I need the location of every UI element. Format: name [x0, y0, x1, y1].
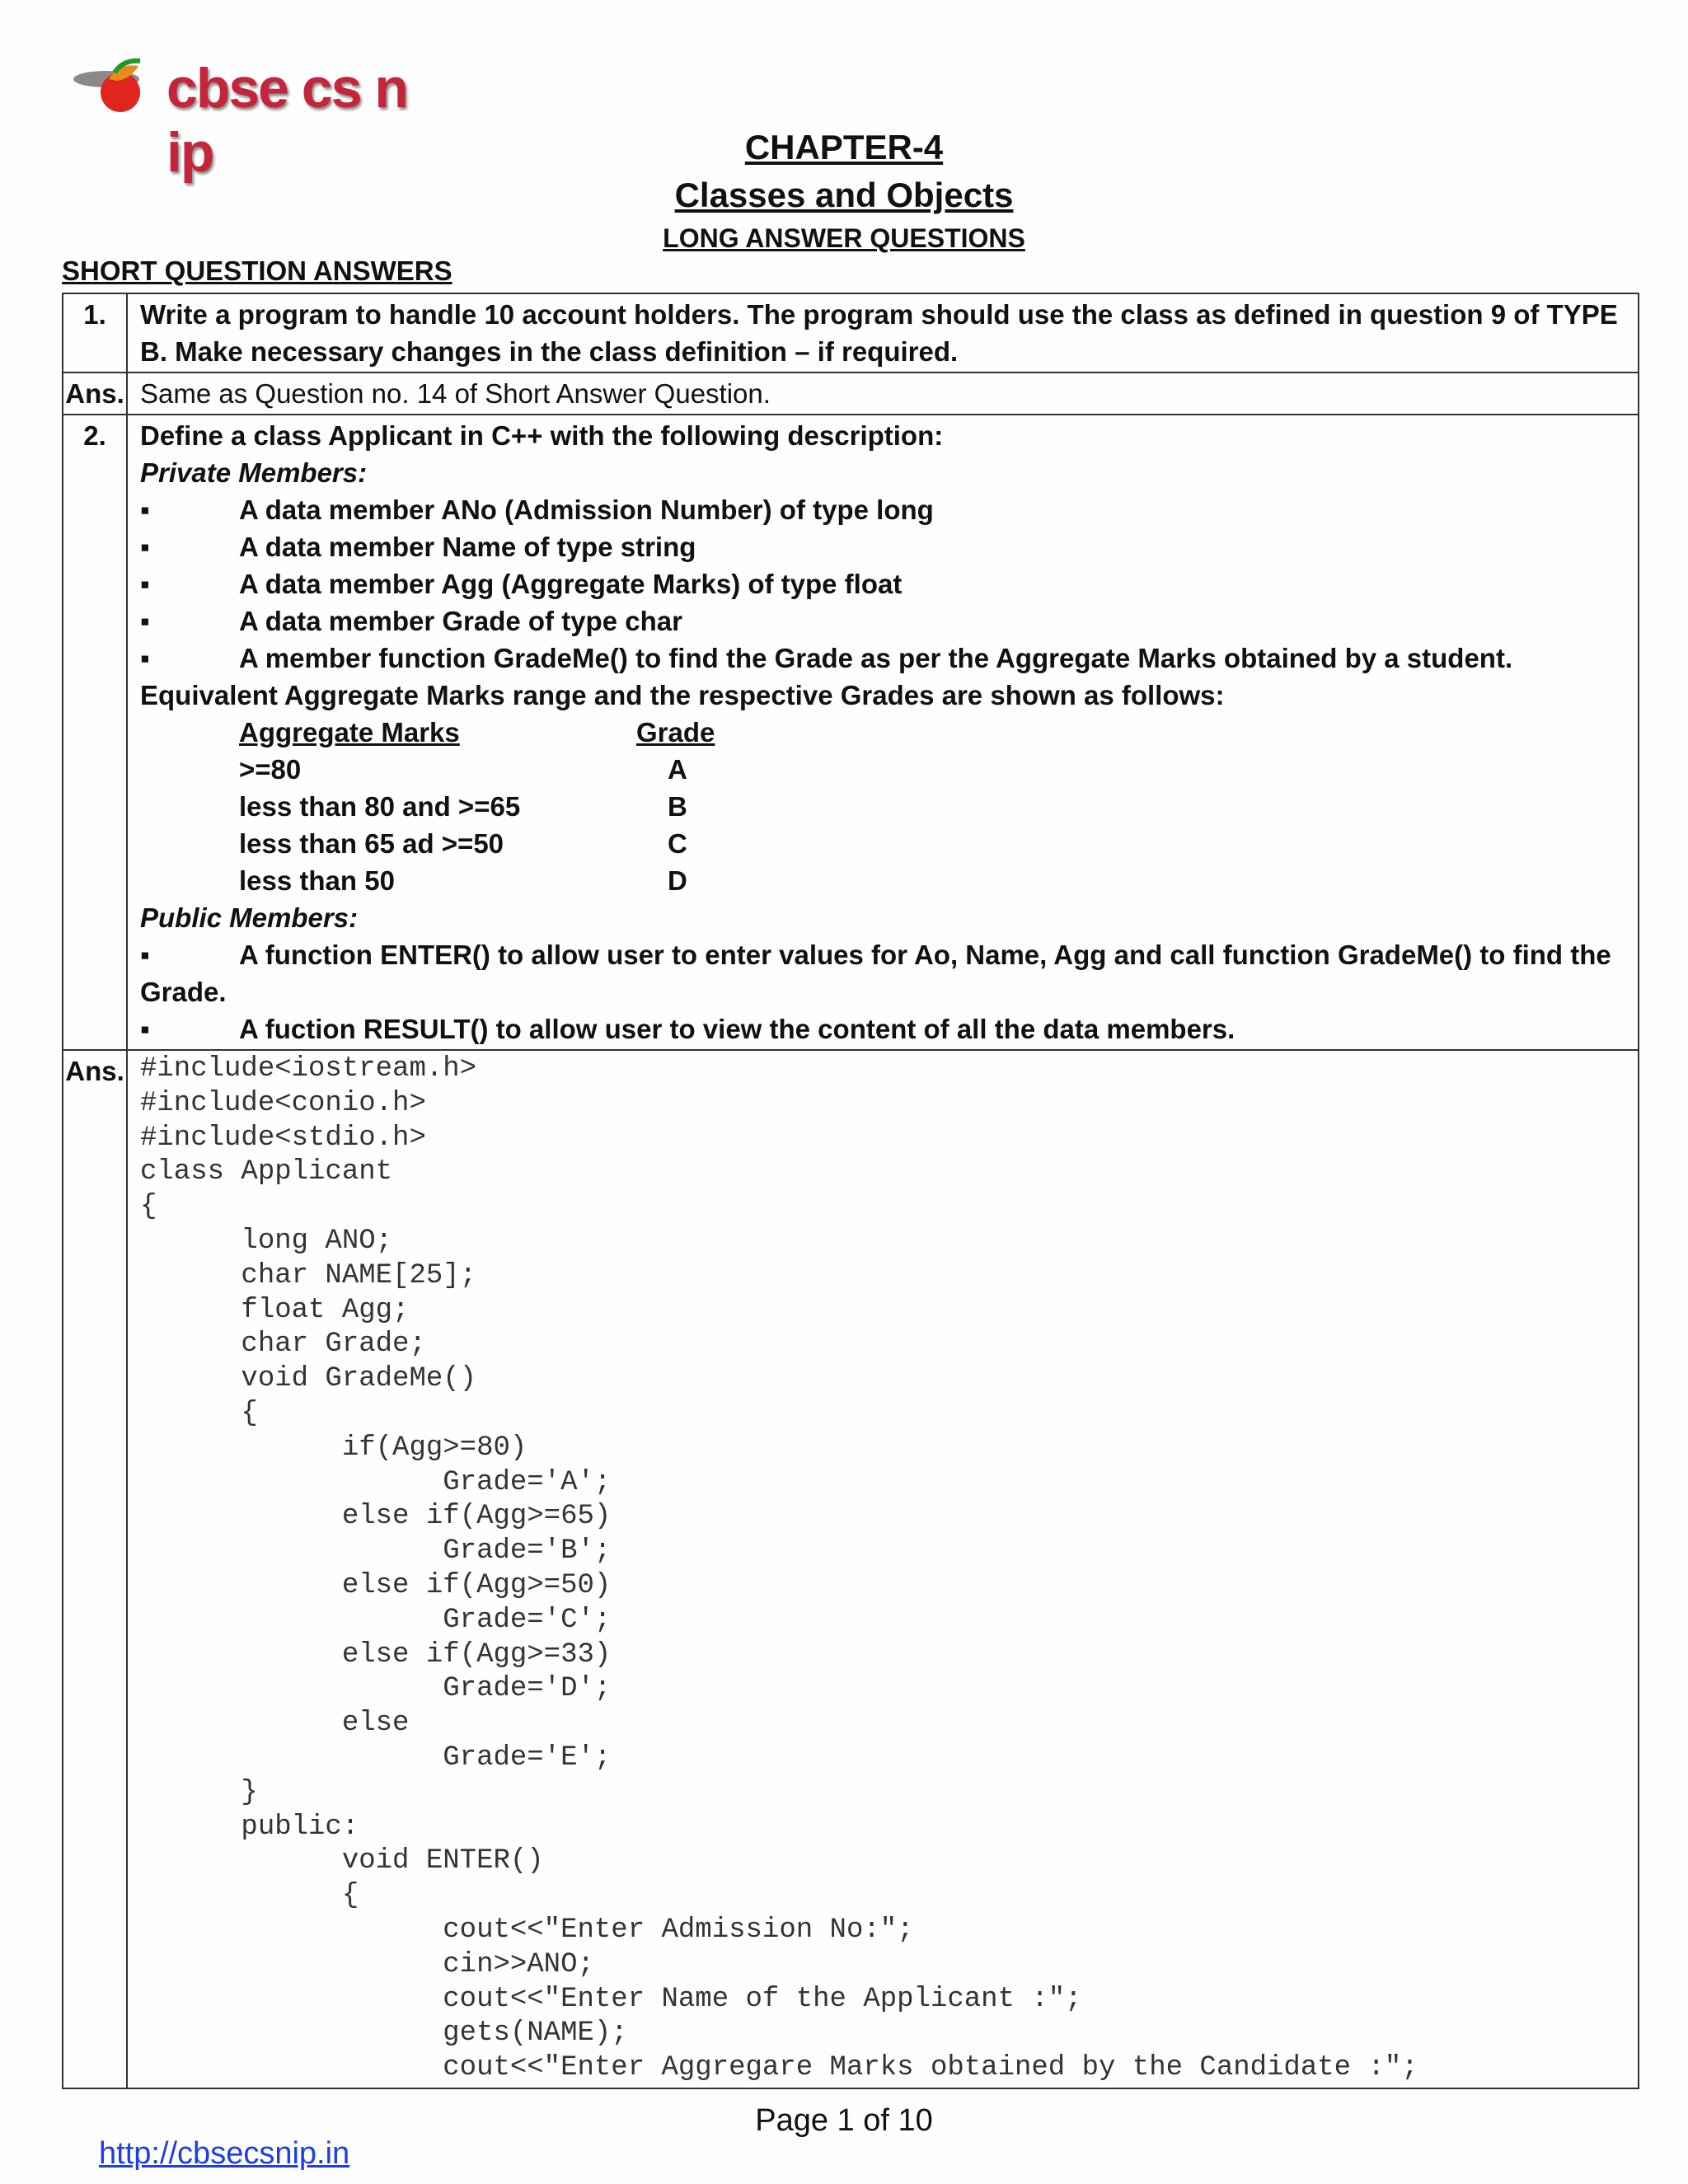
section-title: LONG ANSWER QUESTIONS	[663, 223, 1025, 253]
grades-row: less than 50 D	[239, 865, 687, 896]
bullet-icon: ▪	[140, 606, 150, 636]
list-item: ▪ A data member Agg (Aggregate Marks) of type float	[140, 565, 1633, 602]
grades-row: >=80 A	[239, 754, 687, 785]
list-item: ▪ A data member ANo (Admission Number) of type long	[140, 491, 1633, 528]
question-intro: Define a class Applicant in C++ with the following description:	[140, 420, 944, 451]
list-item: ▪ A member function GradeMe() to find the Grade as per the Aggregate Marks obtained by a student.	[140, 640, 1633, 677]
public-members-label: Public Members:	[140, 902, 359, 933]
table-row	[63, 373, 1639, 415]
list-item-continuation: Grade.	[140, 977, 227, 1007]
list-item: ▪ A data member Name of type string	[140, 528, 1633, 565]
bullet-icon: ▪	[140, 532, 150, 562]
question-body	[127, 415, 1639, 1050]
grades-intro: Equivalent Aggregate Marks range and the respective Grades are shown as follows:	[140, 680, 1225, 710]
bullet-icon: ▪	[140, 940, 150, 970]
bullet-icon: ▪	[140, 643, 150, 673]
code-block: #include<iostream.h> #include<conio.h> #include<stdio.h> class Applicant { long ANO; char NAME[25]; float Agg; char Grade; void GradeMe() { if(Agg>=80) Grade='A'; else if(Agg>=65) Grade='B'; else if(Agg>=50) Grade='C'; else if(Agg>=33) Grade='D'; else Grade='E'; } public: void ENTER() { cout<<"Enter Admission No:"; cin>>ANO; cout<<"Enter Name of the Applicant :"; gets(NAME); cout<<"Enter Aggregare Marks obtained by the Candidate :";	[140, 1053, 1418, 2084]
list-item: ▪ A fuction RESULT() to allow user to view the content of all the data members.	[140, 1010, 1633, 1047]
bullet-icon: ▪	[140, 569, 150, 599]
table-row	[63, 293, 1639, 373]
list-item: ▪ A data member Grade of type char	[140, 602, 1633, 640]
answer-label: Ans.	[63, 1050, 127, 2088]
page-headings	[0, 124, 1688, 257]
logo-text: cbse cs n ip	[166, 57, 407, 184]
question-text: Write a program to handle 10 account holders. The program should use the class as defined in question 9 of TYPE B. Make necessary changes in the class definition – if required.	[127, 293, 1639, 373]
list-item: ▪ A function ENTER() to allow user to enter values for Ao, Name, Agg and call function GradeMe() to find the	[140, 936, 1633, 973]
subsection-title: SHORT QUESTION ANSWERS	[62, 255, 452, 286]
question-number: 1.	[63, 293, 127, 373]
answer-label: Ans.	[63, 373, 127, 415]
site-link[interactable]: http://cbsecsnip.in	[99, 2136, 350, 2171]
grades-row: less than 80 and >=65 B	[239, 791, 687, 822]
grades-row: less than 65 ad >=50 C	[239, 828, 687, 859]
bullet-icon: ▪	[140, 1014, 150, 1044]
answer-code-cell	[127, 1050, 1639, 2088]
logo-fruit-icon	[69, 48, 176, 122]
bullet-icon: ▪	[140, 494, 150, 525]
question-number: 2.	[63, 415, 127, 1050]
table-row	[63, 1050, 1639, 2088]
chapter-subtitle: Classes and Objects	[674, 176, 1014, 214]
questions-table	[62, 293, 1639, 2089]
answer-text: Same as Question no. 14 of Short Answer Question.	[127, 373, 1639, 415]
private-members-label: Private Members:	[140, 457, 368, 488]
grades-header: Aggregate Marks Grade	[239, 717, 715, 748]
table-row	[63, 415, 1639, 1050]
chapter-title: CHAPTER-4	[744, 128, 944, 166]
site-logo	[69, 48, 448, 184]
page-number: Page 1 of 10	[755, 2103, 933, 2138]
